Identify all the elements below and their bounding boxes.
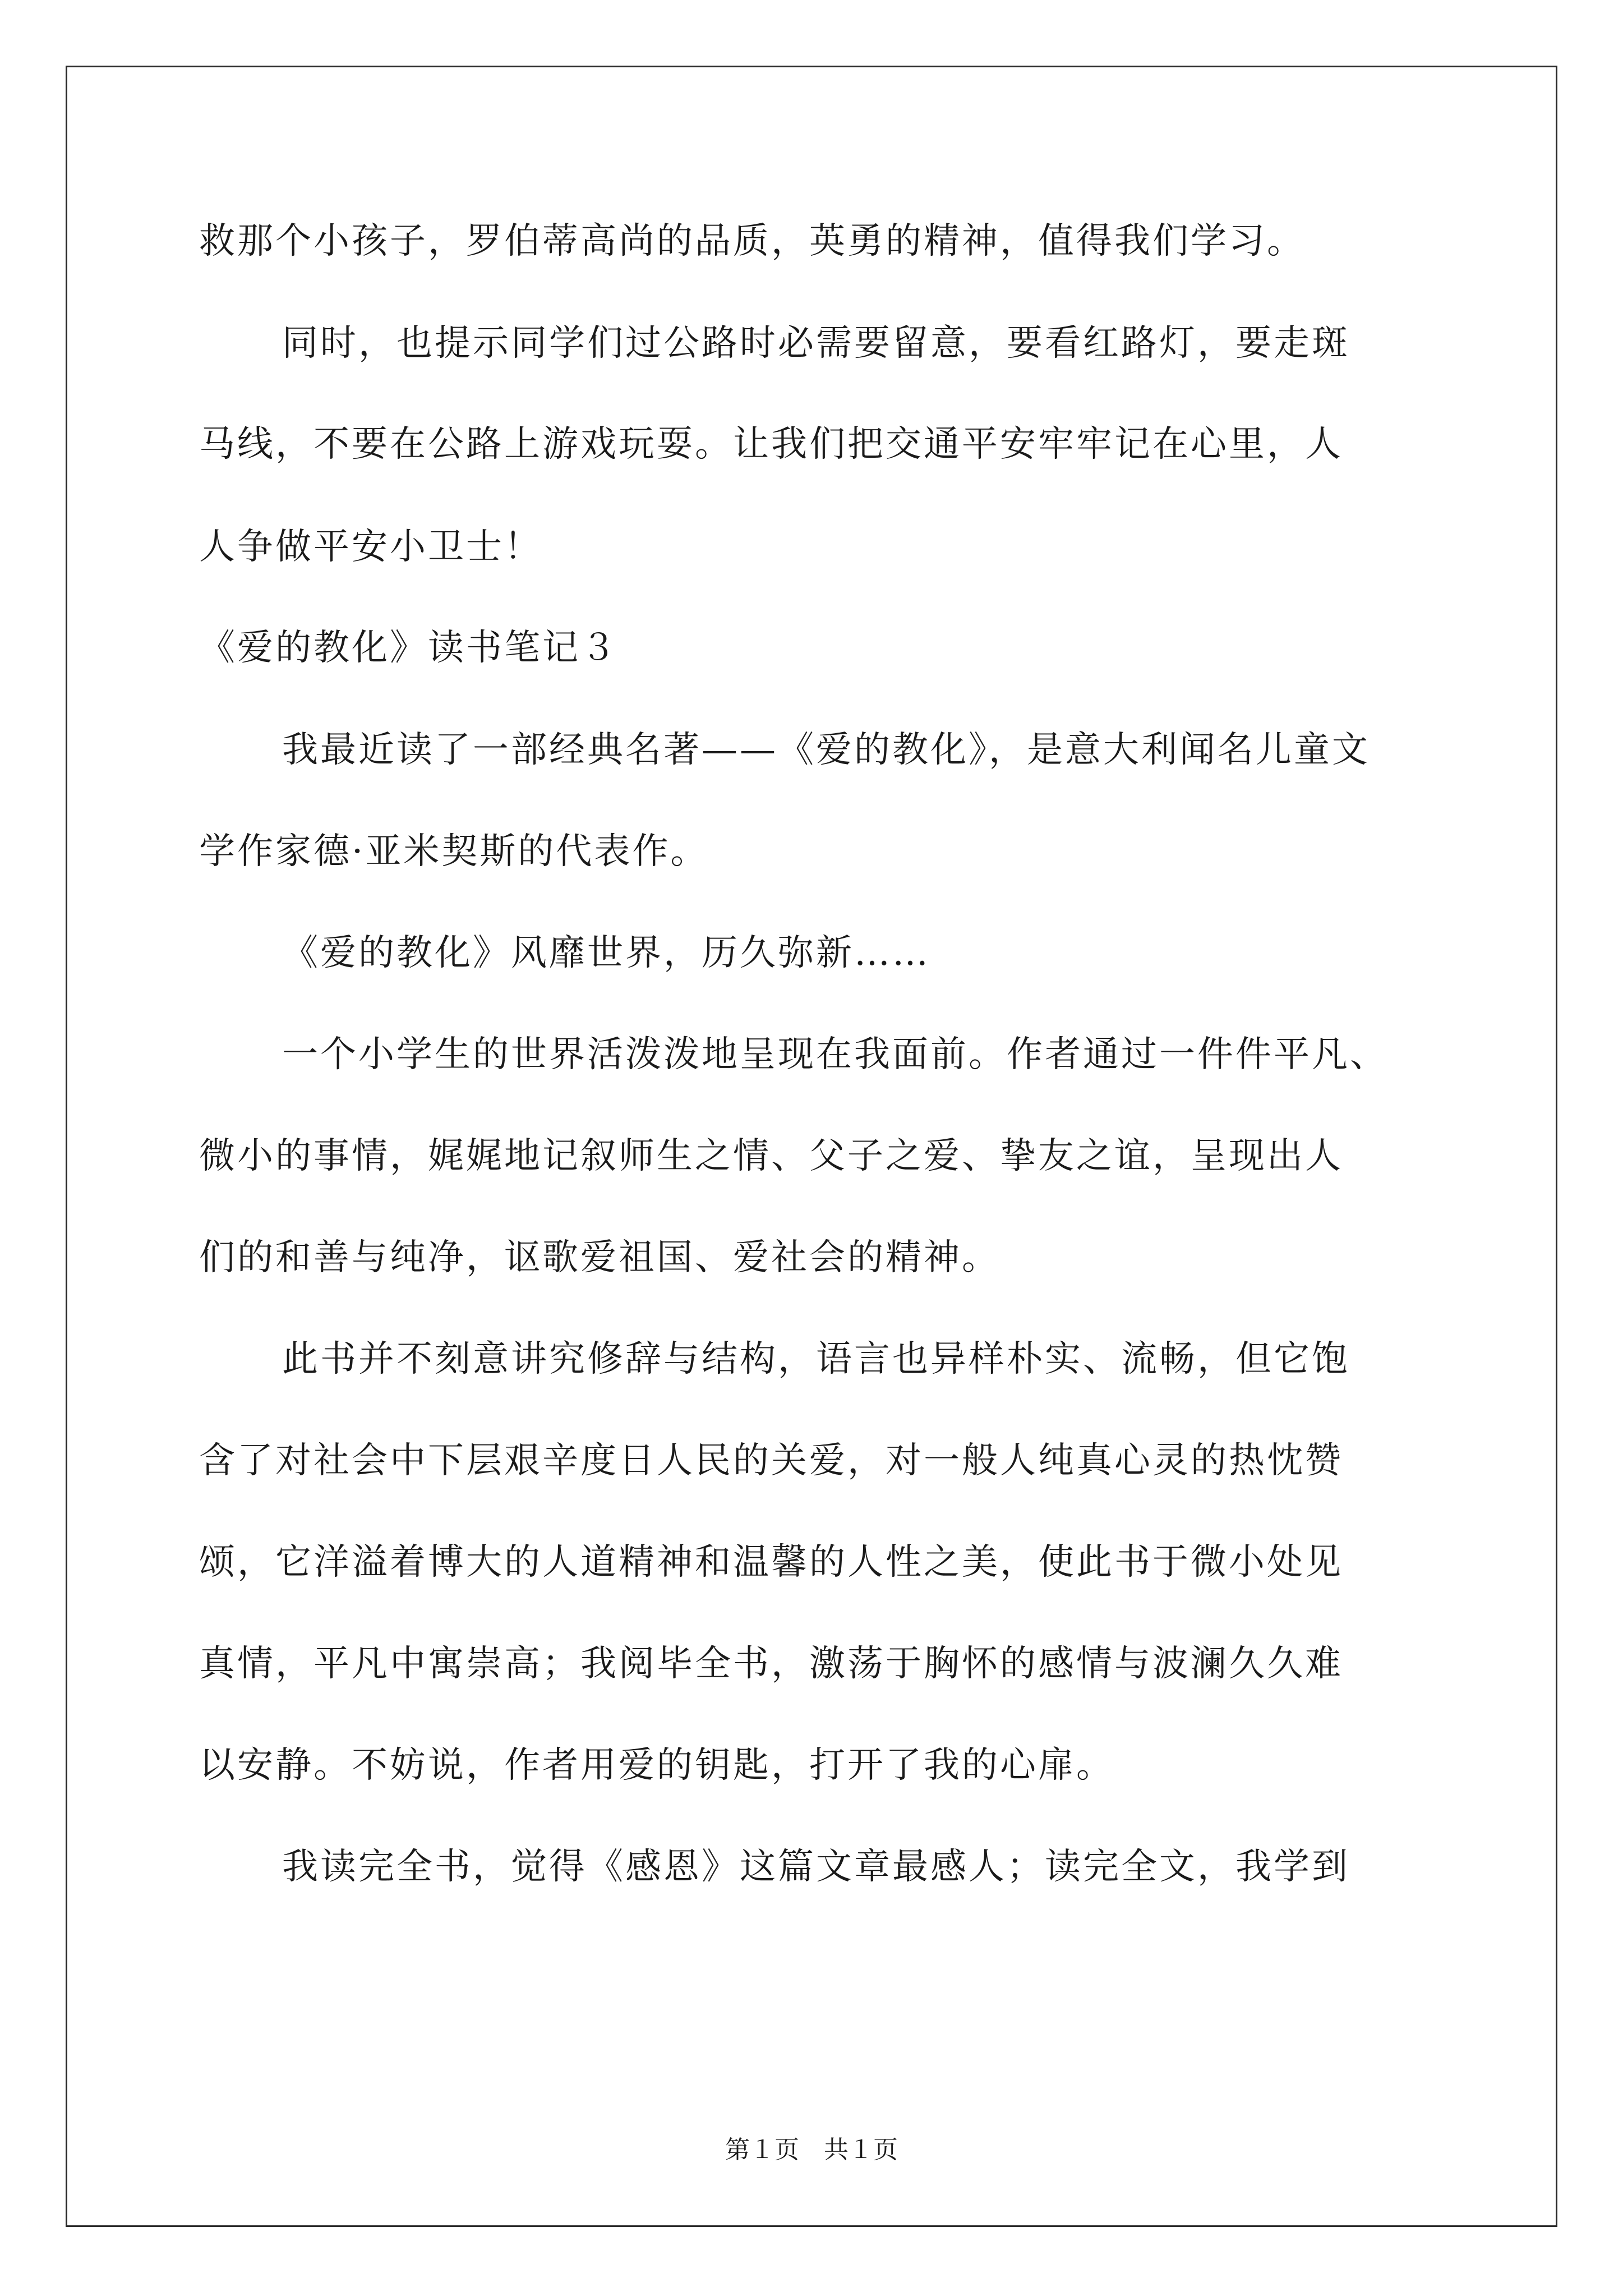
body-line: 真情，平凡中寓崇高；我阅毕全书，激荡于胸怀的感情与波澜久久难 bbox=[199, 1643, 1343, 1685]
paragraph-line: 此书并不刻意讲究修辞与结构，语言也异样朴实、流畅，但它饱 bbox=[282, 1338, 1350, 1380]
body-line: 微小的事情，娓娓地记叙师生之情、父子之爱、挚友之谊，呈现出人 bbox=[199, 1135, 1343, 1177]
body-line: 含了对社会中下层艰辛度日人民的关爱，对一般人纯真心灵的热忱赞 bbox=[199, 1440, 1343, 1481]
body-line: 救那个小孩子，罗伯蒂高尚的品质，英勇的精神，值得我们学习。 bbox=[199, 220, 1305, 262]
paragraph-line: 我读完全书，觉得《感恩》这篇文章最感人；读完全文，我学到 bbox=[282, 1846, 1350, 1888]
body-line: 以安静。不妨说，作者用爱的钥匙，打开了我的心扉。 bbox=[199, 1745, 1114, 1786]
body-line: 人争做平安小卫士！ bbox=[199, 526, 542, 568]
paragraph-line: 我最近读了一部经典名著——《爱的教化》，是意大利闻名儿童文 bbox=[282, 729, 1370, 771]
paragraph-line: 《爱的教化》风靡世界，历久弥新…… bbox=[282, 932, 930, 974]
paragraph-line: 同时，也提示同学们过公路时必需要留意，要看红路灯，要走斑 bbox=[282, 323, 1350, 364]
page-number-footer: 第１页 共１页 bbox=[725, 2136, 898, 2164]
section-heading: 《爱的教化》读书笔记３ bbox=[199, 627, 619, 669]
paragraph-line: 一个小学生的世界活泼泼地呈现在我面前。作者通过一件件平凡、 bbox=[282, 1034, 1388, 1075]
body-line: 马线，不要在公路上游戏玩耍。让我们把交通平安牢牢记在心里，人 bbox=[199, 424, 1343, 465]
body-line: 学作家德·亚米契斯的代表作。 bbox=[199, 831, 709, 872]
body-line: 们的和善与纯净，讴歌爱祖国、爱社会的精神。 bbox=[199, 1237, 1000, 1278]
body-line: 颂，它洋溢着博大的人道精神和温馨的人性之美，使此书于微小处见 bbox=[199, 1542, 1343, 1583]
